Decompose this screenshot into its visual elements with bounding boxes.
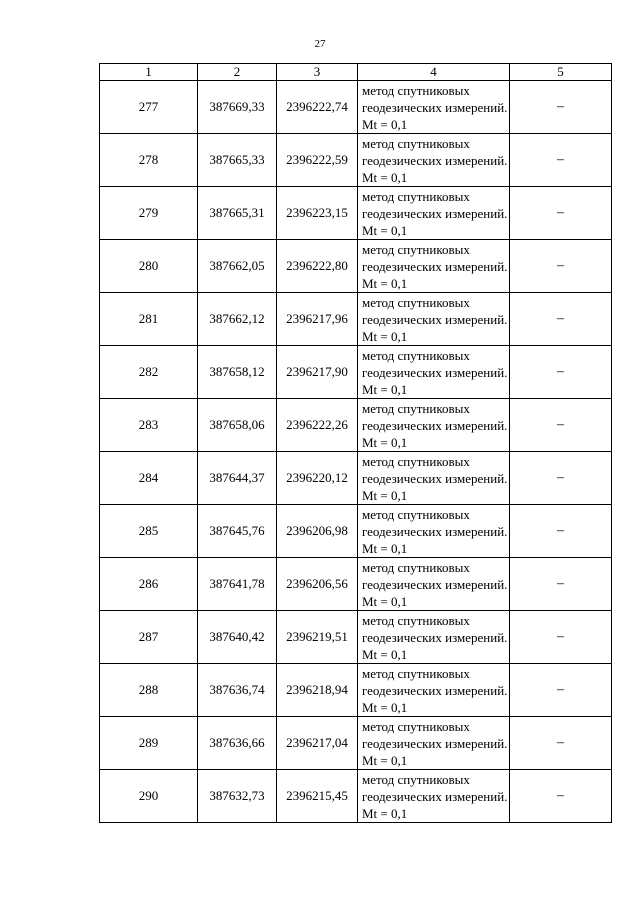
table-row bbox=[100, 452, 612, 505]
table-body bbox=[100, 81, 612, 823]
x-coordinate-cell: 387640,42 bbox=[198, 611, 277, 664]
point-number-cell: 284 bbox=[100, 452, 198, 505]
x-coordinate-cell: 387662,05 bbox=[198, 240, 277, 293]
note-cell: – bbox=[510, 452, 612, 505]
point-number-cell: 288 bbox=[100, 664, 198, 717]
table-row bbox=[100, 399, 612, 452]
note-cell: – bbox=[510, 717, 612, 770]
point-number-cell: 285 bbox=[100, 505, 198, 558]
y-coordinate-cell: 2396223,15 bbox=[277, 187, 358, 240]
note-cell: – bbox=[510, 399, 612, 452]
x-coordinate-cell: 387632,73 bbox=[198, 770, 277, 823]
x-coordinate-cell: 387636,74 bbox=[198, 664, 277, 717]
y-coordinate-cell: 2396222,74 bbox=[277, 81, 358, 134]
y-coordinate-cell: 2396218,94 bbox=[277, 664, 358, 717]
table-row bbox=[100, 134, 612, 187]
page-number: 27 bbox=[314, 38, 326, 50]
x-coordinate-cell: 387641,78 bbox=[198, 558, 277, 611]
method-cell: метод спутниковых геодезических измерений. Mt = 0,1 bbox=[358, 399, 510, 452]
method-cell: метод спутниковых геодезических измерений. Mt = 0,1 bbox=[358, 293, 510, 346]
y-coordinate-cell: 2396206,98 bbox=[277, 505, 358, 558]
table-row bbox=[100, 558, 612, 611]
table-row bbox=[100, 81, 612, 134]
method-cell: метод спутниковых геодезических измерений. Mt = 0,1 bbox=[358, 770, 510, 823]
note-cell: – bbox=[510, 770, 612, 823]
x-coordinate-cell: 387669,33 bbox=[198, 81, 277, 134]
note-cell: – bbox=[510, 81, 612, 134]
method-cell: метод спутниковых геодезических измерений. Mt = 0,1 bbox=[358, 505, 510, 558]
method-cell: метод спутниковых геодезических измерений. Mt = 0,1 bbox=[358, 240, 510, 293]
x-coordinate-cell: 387665,33 bbox=[198, 134, 277, 187]
table-row bbox=[100, 240, 612, 293]
method-cell: метод спутниковых геодезических измерений. Mt = 0,1 bbox=[358, 187, 510, 240]
note-cell: – bbox=[510, 558, 612, 611]
column-header-5: 5 bbox=[510, 64, 612, 81]
point-number-cell: 277 bbox=[100, 81, 198, 134]
method-cell: метод спутниковых геодезических измерений. Mt = 0,1 bbox=[358, 611, 510, 664]
note-cell: – bbox=[510, 240, 612, 293]
x-coordinate-cell: 387658,12 bbox=[198, 346, 277, 399]
point-number-cell: 289 bbox=[100, 717, 198, 770]
table-row bbox=[100, 717, 612, 770]
x-coordinate-cell: 387644,37 bbox=[198, 452, 277, 505]
column-header-1: 1 bbox=[100, 64, 198, 81]
point-number-cell: 279 bbox=[100, 187, 198, 240]
table-header-row bbox=[100, 64, 612, 81]
note-cell: – bbox=[510, 293, 612, 346]
y-coordinate-cell: 2396219,51 bbox=[277, 611, 358, 664]
point-number-cell: 286 bbox=[100, 558, 198, 611]
note-cell: – bbox=[510, 611, 612, 664]
table-row bbox=[100, 187, 612, 240]
column-header-3: 3 bbox=[277, 64, 358, 81]
coordinates-table bbox=[99, 63, 612, 823]
point-number-cell: 278 bbox=[100, 134, 198, 187]
y-coordinate-cell: 2396217,04 bbox=[277, 717, 358, 770]
method-cell: метод спутниковых геодезических измерений. Mt = 0,1 bbox=[358, 558, 510, 611]
point-number-cell: 283 bbox=[100, 399, 198, 452]
method-cell: метод спутниковых геодезических измерений. Mt = 0,1 bbox=[358, 717, 510, 770]
point-number-cell: 280 bbox=[100, 240, 198, 293]
point-number-cell: 281 bbox=[100, 293, 198, 346]
y-coordinate-cell: 2396217,96 bbox=[277, 293, 358, 346]
y-coordinate-cell: 2396215,45 bbox=[277, 770, 358, 823]
y-coordinate-cell: 2396206,56 bbox=[277, 558, 358, 611]
x-coordinate-cell: 387662,12 bbox=[198, 293, 277, 346]
point-number-cell: 287 bbox=[100, 611, 198, 664]
note-cell: – bbox=[510, 134, 612, 187]
method-cell: метод спутниковых геодезических измерений. Mt = 0,1 bbox=[358, 452, 510, 505]
table-row bbox=[100, 505, 612, 558]
method-cell: метод спутниковых геодезических измерений. Mt = 0,1 bbox=[358, 134, 510, 187]
y-coordinate-cell: 2396222,59 bbox=[277, 134, 358, 187]
point-number-cell: 282 bbox=[100, 346, 198, 399]
note-cell: – bbox=[510, 664, 612, 717]
x-coordinate-cell: 387645,76 bbox=[198, 505, 277, 558]
table-row bbox=[100, 611, 612, 664]
x-coordinate-cell: 387665,31 bbox=[198, 187, 277, 240]
method-cell: метод спутниковых геодезических измерений. Mt = 0,1 bbox=[358, 81, 510, 134]
table-row bbox=[100, 664, 612, 717]
table-row bbox=[100, 770, 612, 823]
column-header-4: 4 bbox=[358, 64, 510, 81]
y-coordinate-cell: 2396222,80 bbox=[277, 240, 358, 293]
method-cell: метод спутниковых геодезических измерений. Mt = 0,1 bbox=[358, 346, 510, 399]
x-coordinate-cell: 387636,66 bbox=[198, 717, 277, 770]
y-coordinate-cell: 2396222,26 bbox=[277, 399, 358, 452]
note-cell: – bbox=[510, 346, 612, 399]
x-coordinate-cell: 387658,06 bbox=[198, 399, 277, 452]
note-cell: – bbox=[510, 505, 612, 558]
point-number-cell: 290 bbox=[100, 770, 198, 823]
y-coordinate-cell: 2396217,90 bbox=[277, 346, 358, 399]
note-cell: – bbox=[510, 187, 612, 240]
table-row bbox=[100, 346, 612, 399]
column-header-2: 2 bbox=[198, 64, 277, 81]
table-row bbox=[100, 293, 612, 346]
method-cell: метод спутниковых геодезических измерений. Mt = 0,1 bbox=[358, 664, 510, 717]
y-coordinate-cell: 2396220,12 bbox=[277, 452, 358, 505]
